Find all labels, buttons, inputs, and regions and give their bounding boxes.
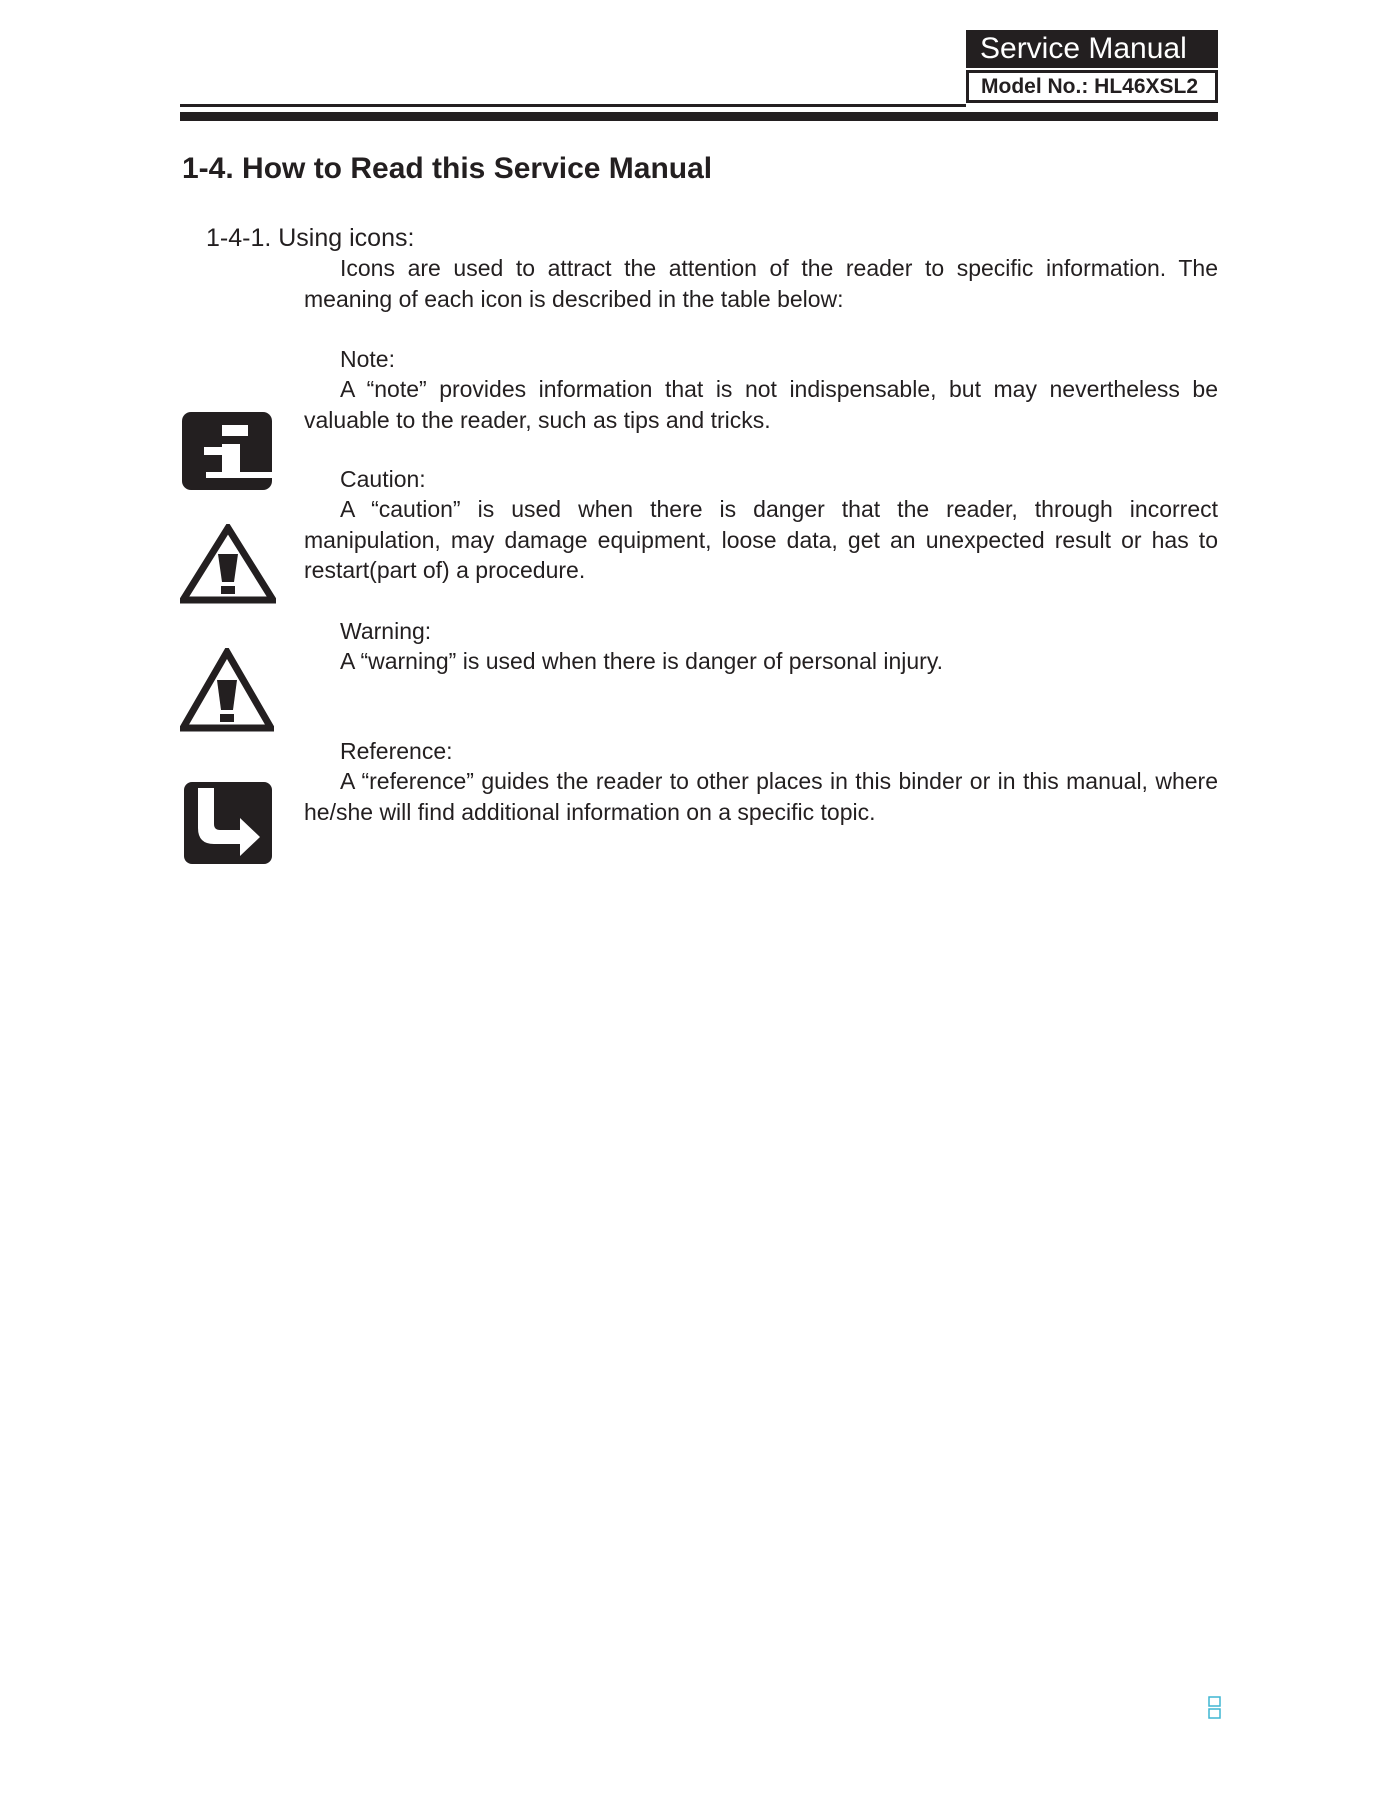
caution-paragraph <box>304 494 1218 586</box>
info-icon <box>182 412 272 490</box>
reference-arrow-icon <box>184 782 272 864</box>
header-rule-thick <box>180 112 1218 121</box>
note-paragraph <box>304 374 1218 435</box>
note-label: Note: <box>340 346 395 372</box>
warning-triangle-icon <box>180 648 274 732</box>
reference-text: A “reference” guides the reader to other places in this binder or in this manual, where he/she will find additional information on a specific topic. <box>304 768 1218 825</box>
note-text: A “note” provides information that is not indispensable, but may nevertheless be valuable to the reader, such as tips and tricks. <box>304 376 1218 433</box>
caution-text: A “caution” is used when there is danger that the reader, through incorrect manipulation, may damage equipment, loose data, get an unexpected result or has to restart(part of) a procedure. <box>304 496 1218 583</box>
warning-paragraph <box>304 646 1218 677</box>
warning-text: A “warning” is used when there is danger of personal injury. <box>340 648 944 674</box>
caution-triangle-icon <box>180 524 276 604</box>
reference-label: Reference: <box>340 738 453 764</box>
model-number: Model No.: HL46XSL2 <box>966 70 1218 103</box>
intro-paragraph <box>304 253 1218 314</box>
header-title: Service Manual <box>966 30 1218 68</box>
subsection-title: 1-4-1. Using icons: <box>206 224 415 252</box>
page-marker-icon <box>1208 1696 1222 1720</box>
caution-label: Caution: <box>340 466 426 492</box>
intro-text: Icons are used to attract the attention of the reader to specific information. The meaning of each icon is described in the table below: <box>304 255 1218 312</box>
warning-label: Warning: <box>340 618 432 644</box>
header-rule-thin <box>180 104 966 107</box>
section-title: 1-4. How to Read this Service Manual <box>182 152 713 185</box>
reference-paragraph <box>304 766 1218 827</box>
